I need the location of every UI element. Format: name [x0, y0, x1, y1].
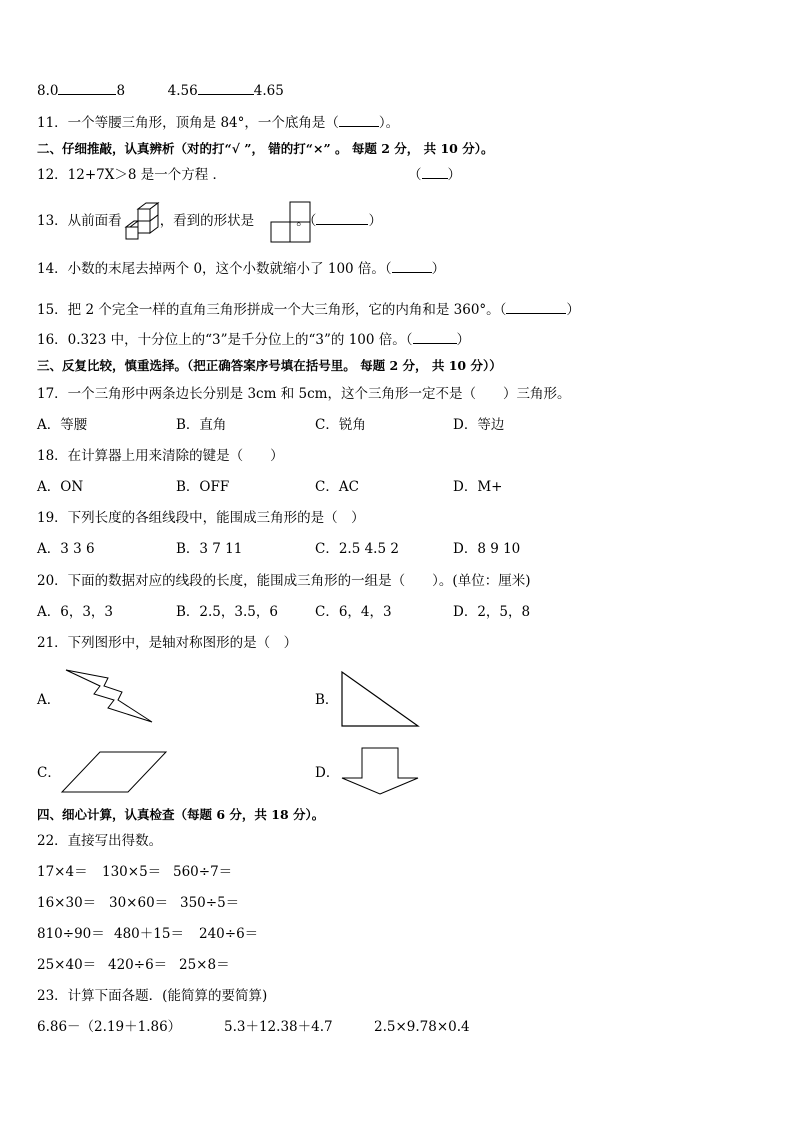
q18-option-b[interactable]: B．OFF — [176, 479, 230, 495]
q12-answer — [408, 166, 461, 184]
q19-option-a[interactable]: A．3 3 6 — [37, 541, 95, 557]
q19-option-d[interactable]: D．8 9 10 — [453, 541, 521, 557]
q19-option-c[interactable]: C．2.5 4.5 2 — [315, 541, 399, 557]
q13-blank[interactable] — [316, 212, 368, 225]
q21-text: 21．下列图形中，是轴对称图形的是（ ） — [37, 635, 298, 651]
q10-line — [37, 82, 284, 100]
q21-option-b-label[interactable]: B． — [315, 692, 339, 708]
q22-r2-c2: 30×60＝ — [109, 895, 169, 911]
q16-blank[interactable] — [413, 331, 457, 344]
q14-blank[interactable] — [392, 260, 432, 273]
q19-option-b[interactable]: B．3 7 11 — [176, 541, 243, 557]
q17-option-a[interactable]: A．等腰 — [37, 417, 88, 433]
q12 — [37, 166, 226, 184]
q23-text: 23．计算下面各题．(能简算的要简算) — [37, 988, 268, 1004]
q15-close: ） — [566, 302, 580, 318]
q17-option-d[interactable]: D．等边 — [453, 417, 505, 433]
q13-after: 。（ — [296, 213, 317, 229]
q22-r4-c3: 25×8＝ — [179, 957, 230, 973]
q11-blank[interactable] — [339, 114, 379, 127]
q10-a-blank[interactable] — [58, 82, 116, 95]
q23-item-3: 2.5×9.78×0.4 — [374, 1019, 470, 1035]
q21-option-d-label[interactable]: D． — [315, 765, 340, 781]
q21-option-c-label[interactable]: C． — [37, 765, 61, 781]
q17-text: 17．一个三角形中两条边长分别是 3cm 和 5cm，这个三角形一定不是（ ）三角形。 — [37, 386, 571, 402]
section-4-title: 四、细心计算，认真检查（每题 6 分，共 18 分）。 — [37, 807, 325, 822]
q15-text: 15．把 2 个完全一样的直角三角形拼成一个大三角形，它的内角和是 360°。（ — [37, 302, 507, 318]
q21-option-a-label[interactable]: A． — [37, 692, 61, 708]
q19-text: 19．下列长度的各组线段中，能围成三角形的是（ ） — [37, 510, 365, 526]
section-2-title: 二、仔细推敲，认真辨析（对的打“√ ”， 错的打“×” 。 每题 2 分， 共 10 分）。 — [37, 141, 494, 156]
q12-paren-close: ） — [447, 167, 461, 183]
q16-close: ） — [456, 332, 471, 348]
q22-r3-c3: 240÷6＝ — [199, 926, 259, 942]
q13-mid: ，看到的形状是 — [159, 213, 255, 229]
q18-text: 18．在计算器上用来清除的键是（ ） — [37, 448, 284, 464]
q22-r2-c1: 16×30＝ — [37, 895, 97, 911]
q12-text: 12．12+7X＞8 是一个方程 ． — [37, 167, 227, 183]
parallelogram-shape — [60, 748, 170, 796]
q20-text: 20．下面的数据对应的线段的长度，能围成三角形的一组是（ ）。(单位：厘米) — [37, 573, 531, 589]
q20-option-d[interactable]: D．2，5，8 — [453, 604, 531, 620]
q11-text: 11．一个等腰三角形，顶角是 84°，一个底角是（ — [37, 115, 339, 131]
q23-item-2: 5.3＋12.38＋4.7 — [224, 1019, 333, 1035]
lightning-bolt-shape — [64, 668, 156, 724]
q11 — [37, 114, 399, 132]
front-view-figure — [270, 201, 312, 243]
q10-b-right: 4.65 — [253, 83, 284, 99]
q20-option-c[interactable]: C．6，4，3 — [315, 604, 392, 620]
q22-r1-c2: 130×5＝ — [102, 864, 162, 880]
q14-close: ） — [431, 261, 446, 277]
q11-close: ）。 — [378, 115, 400, 131]
cube-stack-figure — [124, 201, 162, 241]
q20-option-a[interactable]: A．6，3，3 — [37, 604, 114, 620]
q15 — [37, 301, 580, 319]
q20-option-b[interactable]: B．2.5，3.5，6 — [176, 604, 278, 620]
right-triangle-shape — [338, 670, 422, 730]
q16-text: 16．0.323 中，十分位上的“3”是千分位上的“3”的 100 倍。（ — [37, 332, 413, 348]
q18-option-c[interactable]: C．AC — [315, 479, 359, 495]
q22-r2-c3: 350÷5＝ — [180, 895, 240, 911]
q23-item-1: 6.86－（2.19＋1.86） — [37, 1019, 182, 1035]
down-arrow-shape — [338, 746, 422, 798]
q18-option-d[interactable]: D．M+ — [453, 479, 503, 495]
q22-r1-c1: 17×4＝ — [37, 864, 88, 880]
q12-paren-open: （ — [408, 167, 422, 183]
q22-r1-c3: 560÷7＝ — [173, 864, 233, 880]
q17-option-b[interactable]: B．直角 — [176, 417, 227, 433]
q14-text: 14．小数的末尾去掉两个 0，这个小数就缩小了 100 倍。（ — [37, 261, 392, 277]
q22-r3-c2: 480＋15＝ — [114, 926, 184, 942]
q13 — [37, 212, 382, 230]
q17-option-c[interactable]: C．锐角 — [315, 417, 366, 433]
q14 — [37, 260, 445, 278]
section-3-title: 三、反复比较，慎重选择。（把正确答案序号填在括号里。 每题 2 分， 共 10 分）） — [37, 358, 502, 373]
q10-b-left: 4.56 — [167, 83, 198, 99]
q13-before: 13．从前面看 — [37, 213, 122, 229]
q22-r4-c1: 25×40＝ — [37, 957, 97, 973]
q15-blank[interactable] — [506, 301, 566, 314]
q16 — [37, 331, 470, 349]
q18-option-a[interactable]: A．ON — [37, 479, 84, 495]
q10-a-left: 8.0 — [37, 83, 59, 99]
q10-b-blank[interactable] — [198, 82, 254, 95]
q10-a-right: 8 — [116, 83, 126, 99]
q22-text: 22．直接写出得数。 — [37, 833, 163, 849]
q13-close: ） — [368, 213, 382, 229]
q12-blank[interactable] — [422, 166, 448, 179]
q22-r3-c1: 810÷90＝ — [37, 926, 105, 942]
q22-r4-c2: 420÷6＝ — [108, 957, 168, 973]
